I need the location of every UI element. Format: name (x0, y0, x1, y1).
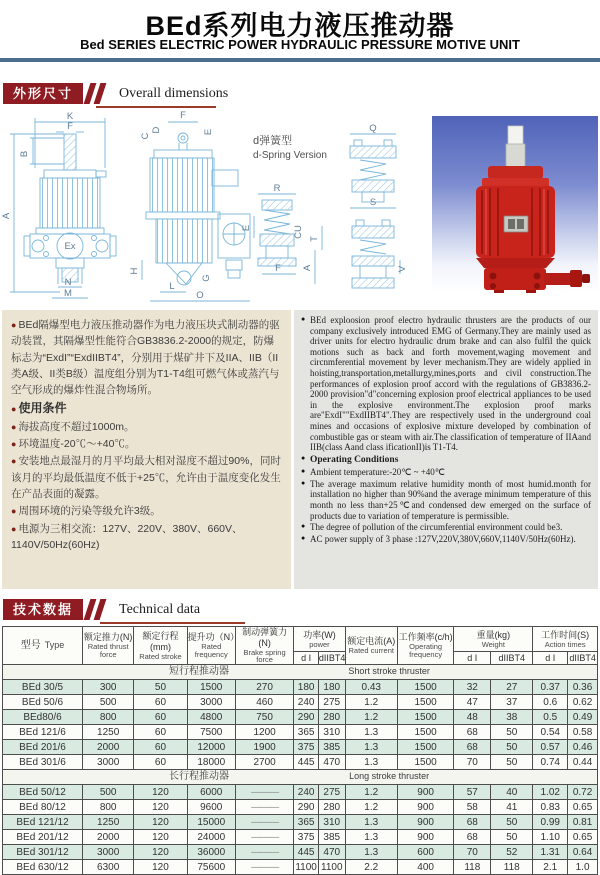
table-cell: 1.3 (345, 815, 397, 830)
bullet-item (11, 399, 282, 418)
table-section-row (3, 770, 598, 785)
table-cell: 900 (397, 800, 453, 815)
table-cell: ——— (235, 800, 293, 815)
table-cell: BEd80/6 (3, 710, 83, 725)
table-cell: 50 (134, 680, 187, 695)
bullet-item (11, 503, 282, 519)
table-cell: 0.72 (568, 785, 598, 800)
table-cell: 445 (294, 845, 319, 860)
column-header: 制动弹簧力(N) Brake spring force (235, 627, 293, 665)
table-cell: 50 (491, 725, 533, 740)
table-cell: 470 (318, 845, 345, 860)
dim-label-M: M (64, 288, 72, 299)
dim-label-F: F (275, 263, 281, 274)
bullet-item (301, 315, 591, 453)
table-cell: 300 (83, 680, 134, 695)
table-cell: BEd 80/12 (3, 800, 83, 815)
technical-data-table (2, 626, 598, 875)
table-row (3, 740, 598, 755)
bullet-icon: ● (11, 404, 17, 415)
table-cell: 1.2 (345, 695, 397, 710)
column-header: 提升功（N） Rated frequency (187, 627, 235, 665)
table-cell: 1.3 (345, 755, 397, 770)
table-cell: 1500 (397, 755, 453, 770)
table-cell: 0.44 (568, 755, 598, 770)
bullet-icon: ● (301, 478, 306, 487)
table-cell: 600 (397, 845, 453, 860)
table-cell: 0.57 (533, 740, 568, 755)
section-row-label-en: Short stroke thruster (348, 666, 430, 677)
table-cell: 3000 (83, 755, 134, 770)
table-row (3, 755, 598, 770)
bullet-text: BEd隔爆型电力液压推动器作为电力液压块式制动器的驱动装置，其隔爆型性能符合GB3836.2-2000的规定，防爆标志为“ExdI”“ExdIIBT4”，分别用于煤矿井下及IIA、IIB（II类A级、II类B级）温度组分别为T1-T4组可燃气体或蒸汽与空气形成的爆炸性混合物场所。 (11, 319, 280, 397)
table-cell: 280 (318, 800, 345, 815)
bullet-item (301, 522, 591, 533)
section-badge-zh: 技术数据 (3, 599, 83, 620)
table-cell: 240 (294, 695, 319, 710)
bullet-item (301, 467, 591, 478)
table-cell: BEd 201/12 (3, 830, 83, 845)
table-cell: 70 (454, 845, 491, 860)
table-cell: 2.1 (533, 860, 568, 875)
table-cell: 27 (491, 680, 533, 695)
dim-label-O: O (196, 290, 204, 301)
bullet-icon: ● (11, 523, 17, 534)
page-subtitle: Bed SERIES ELECTRIC POWER HYDRAULIC PRESSURE MOTIVE UNIT (80, 37, 520, 52)
table-cell: 0.49 (568, 710, 598, 725)
table-cell: 385 (318, 830, 345, 845)
table-row (3, 680, 598, 695)
dim-label-B: B (19, 150, 30, 158)
table-cell: 120 (134, 800, 187, 815)
table-cell: 120 (134, 785, 187, 800)
table-row (3, 800, 598, 815)
dim-label-F: F (67, 121, 73, 132)
header-divider (0, 58, 600, 62)
table-cell: 50 (491, 815, 533, 830)
table-cell: 15000 (187, 815, 235, 830)
dim-label-A: A (302, 264, 313, 272)
table-cell: ——— (235, 830, 293, 845)
section-row-label-zh: 长行程推动器 (169, 771, 230, 783)
table-cell: 0.5 (533, 710, 568, 725)
column-header: 额定行程(mm) Rated stroke (134, 627, 187, 665)
bullet-icon: ● (301, 315, 306, 323)
table-cell: 4800 (187, 710, 235, 725)
table-cell: 75600 (187, 860, 235, 875)
bullet-item (301, 454, 591, 466)
bullet-item (11, 453, 282, 502)
section-technical-data (3, 599, 200, 621)
table-cell: 280 (318, 710, 345, 725)
column-subheader: d I (454, 652, 491, 665)
bullet-text: 周围环境的污染等级允许3级。 (18, 505, 161, 518)
table-cell: 310 (318, 725, 345, 740)
table-cell: 47 (454, 695, 491, 710)
bullet-text: Ambient temperature:-20℃ ~ +40℃ (310, 467, 445, 478)
column-header: 重量(kg) Weight (454, 627, 533, 652)
table-cell: BEd 301/6 (3, 755, 83, 770)
column-header: 额定电流(A) Rated current (345, 627, 397, 665)
table-cell: 800 (83, 800, 134, 815)
table-cell: 57 (454, 785, 491, 800)
bullet-text: The degree of pollution of the circumferential environment could be3. (310, 522, 563, 533)
table-cell: BEd 630/12 (3, 860, 83, 875)
table-cell: 400 (397, 860, 453, 875)
bullet-text: The average maximum relative humidity month of most humid.month for installation no higher than 90%and the average minimum temperature of this month no less than+25℃and condensed dew emerged on the surface of products due to variation of temperature is permissible. (310, 478, 591, 521)
column-subheader: d I (294, 652, 319, 665)
table-cell: 68 (454, 740, 491, 755)
bullet-text: Operating Conditions (310, 454, 399, 465)
table-cell: 12000 (187, 740, 235, 755)
bullet-item (11, 419, 282, 435)
table-cell: 0.99 (533, 815, 568, 830)
table-cell: 48 (454, 710, 491, 725)
dim-label-V: V (397, 265, 408, 273)
dim-label-CU: CU (293, 225, 304, 239)
table-cell: 6000 (187, 785, 235, 800)
table-cell: 1500 (397, 695, 453, 710)
table-cell: 60 (134, 740, 187, 755)
bullet-icon: ● (301, 453, 306, 462)
bullet-item (11, 436, 282, 452)
bullet-icon: ● (301, 533, 306, 542)
description-en (294, 310, 598, 589)
column-header: 工作频率(c/h) Operating frequency (397, 627, 453, 665)
bullet-icon: ● (11, 320, 17, 330)
table-cell: 2.2 (345, 860, 397, 875)
description-zh (2, 310, 291, 589)
table-cell: 1250 (83, 725, 134, 740)
table-cell: 0.65 (568, 830, 598, 845)
bullet-item (301, 479, 591, 521)
table-cell: 1500 (397, 740, 453, 755)
table-cell: 445 (294, 755, 319, 770)
table-cell: 2000 (83, 830, 134, 845)
bullet-icon: ● (301, 467, 306, 476)
bullet-text: BEd exploosion proof electro hydraulic thrusters are the products of our company exclusively introduced EMG of Germany.They are mainly used as driver units for electro hydraulic drum brake and can also fulfil the quick motions such as back and forth movement,waging movement and circnmferential movement by lever mechanism.They are widely applied in hoisting,transportation,metallurgy,mines,ports and civil construction.The performances of explosion proof accord with the regulations of GB3836.2-2000 provision"d"concerning explosion proof electrical appliances to be used in the explosive environment.The explosion proof marks are"ExdI""ExdIIBT4".They are respectively used in the underground coal mines and occasions of explosive mixture developed by combination of combustible gas or steam with air.The classification of temperature of IIAand IIB(class Aand class ificationII)is T1-T4. (310, 315, 591, 453)
table-cell: 0.54 (533, 725, 568, 740)
dim-label-N: N (64, 277, 72, 288)
dim-label-E: E (203, 128, 214, 136)
table-cell: 1.3 (345, 845, 397, 860)
badge-stripe-icon (94, 83, 107, 104)
section-overall-dimensions (3, 83, 228, 105)
table-cell: 500 (83, 785, 134, 800)
table-cell: 120 (134, 845, 187, 860)
table-cell: 40 (491, 785, 533, 800)
table-cell: 900 (397, 815, 453, 830)
dim-label-C: C (140, 132, 151, 140)
product-photo (432, 116, 598, 293)
table-cell: 50 (491, 830, 533, 845)
table-cell: 120 (134, 860, 187, 875)
table-cell: 1900 (235, 740, 293, 755)
table-cell: 0.6 (533, 695, 568, 710)
table-section-row (3, 665, 598, 680)
dim-label-T: T (309, 236, 320, 242)
table-cell: 58 (454, 800, 491, 815)
table-cell: 900 (397, 785, 453, 800)
table-cell: 375 (294, 740, 319, 755)
table-cell: 0.36 (568, 680, 598, 695)
table-cell: 9600 (187, 800, 235, 815)
table-row (3, 725, 598, 740)
table-cell: 0.74 (533, 755, 568, 770)
bullet-text: AC power supply of 3 phase :127V,220V,380V,660V,1140V/50Hz(60Hz). (310, 533, 576, 544)
table-cell: 1100 (318, 860, 345, 875)
table-cell: 120 (134, 815, 187, 830)
table-cell: 2700 (235, 755, 293, 770)
table-cell: 180 (294, 680, 319, 695)
table-cell: 365 (294, 725, 319, 740)
table-cell: 6300 (83, 860, 134, 875)
bullet-icon: ● (11, 456, 17, 467)
table-cell: 900 (397, 830, 453, 845)
table-cell: 275 (318, 785, 345, 800)
spring-version-label-en: d-Spring Version (253, 150, 327, 161)
table-cell: 1100 (295, 861, 317, 873)
table-cell: 1200 (235, 725, 293, 740)
section-row-label-zh: 短行程推动器 (169, 666, 230, 678)
table-cell: BEd 50/12 (3, 785, 83, 800)
section-underline (100, 622, 245, 624)
table-cell: 240 (294, 785, 319, 800)
dim-label-K: K (66, 111, 74, 122)
column-subheader: dIIBT4 (491, 652, 533, 665)
table-cell: 365 (294, 815, 319, 830)
table-cell: 60 (134, 725, 187, 740)
column-header: 额定推力(N) Rated thrust force (83, 627, 134, 665)
table-cell: 41 (491, 800, 533, 815)
bullet-icon: ● (11, 421, 17, 432)
bullet-icon: ● (11, 439, 17, 450)
table-cell: ——— (235, 845, 293, 860)
table-cell: 50 (491, 740, 533, 755)
table-row (3, 860, 598, 875)
table-cell: 270 (235, 680, 293, 695)
table-cell: 52 (491, 845, 533, 860)
table-cell: 1.3 (345, 725, 397, 740)
table-cell: 385 (318, 740, 345, 755)
table-cell: 68 (454, 830, 491, 845)
table-cell: ——— (235, 815, 293, 830)
bullet-text: 安装地点最湿月的月平均最大相对湿度不超过90%，同时该月的平均最低温度不低于+25℃，允许由于温度变化发生在产品表面的凝露。 (11, 455, 281, 500)
table-cell: 1.2 (345, 710, 397, 725)
table-cell: 24000 (187, 830, 235, 845)
table-cell: BEd 201/6 (3, 740, 83, 755)
spring-version-label-zh: d弹簧型 (253, 135, 293, 147)
dim-label-F: F (180, 110, 186, 121)
table-cell: 290 (294, 800, 319, 815)
table-cell: 68 (454, 725, 491, 740)
dim-label-Ex: Ex (64, 241, 76, 252)
table-cell: 36000 (187, 845, 235, 860)
table-cell: 0.64 (568, 845, 598, 860)
table-cell: 18000 (187, 755, 235, 770)
bullet-icon: ● (301, 522, 306, 531)
table-cell: 0.46 (568, 740, 598, 755)
table-cell: 0.37 (533, 680, 568, 695)
dim-label-A: A (1, 212, 12, 220)
dim-label-Q: Q (369, 123, 377, 134)
bullet-text: 电源为三相交流：127V、220V、380V、660V、1140V/50Hz(60Hz) (11, 522, 243, 551)
table-cell: 3000 (187, 695, 235, 710)
table-cell: 37 (491, 695, 533, 710)
table-cell: 118 (491, 860, 533, 875)
bullet-item (11, 317, 282, 398)
table-cell: 1500 (397, 680, 453, 695)
table-cell: 2000 (83, 740, 134, 755)
table-cell: BEd 121/6 (3, 725, 83, 740)
bullet-text: 环境温度-20℃～+40℃。 (18, 438, 136, 451)
table-cell: 1500 (397, 725, 453, 740)
dim-label-R: R (273, 183, 281, 194)
table-cell: 375 (294, 830, 319, 845)
table-cell: 275 (318, 695, 345, 710)
table-cell: 1.02 (533, 785, 568, 800)
column-header: 工作时间(S) Action times (533, 627, 598, 652)
table-cell: 0.58 (568, 725, 598, 740)
table-cell: BEd 301/12 (3, 845, 83, 860)
table-cell: 800 (83, 710, 134, 725)
table-cell: 180 (318, 680, 345, 695)
table-cell: 500 (83, 695, 134, 710)
table-cell: 1.2 (345, 800, 397, 815)
table-cell: 1500 (187, 680, 235, 695)
table-cell: 0.62 (568, 695, 598, 710)
table-row (3, 710, 598, 725)
dim-label-G: G (201, 274, 212, 282)
table-cell: 60 (134, 755, 187, 770)
table-cell: 38 (491, 710, 533, 725)
table-cell: BEd 121/12 (3, 815, 83, 830)
column-subheader: dIIBT4 (569, 653, 596, 664)
table-cell: 1.0 (568, 860, 598, 875)
bullet-icon: ● (11, 506, 17, 517)
column-header: 功率(W) power (294, 627, 345, 652)
table-cell: 290 (294, 710, 319, 725)
table-cell: 60 (134, 695, 187, 710)
technical-data-table-wrap (2, 626, 598, 875)
table-cell: 0.65 (568, 800, 598, 815)
table-cell: 1.31 (533, 845, 568, 860)
table-cell: 750 (235, 710, 293, 725)
table-cell: 3000 (83, 845, 134, 860)
bullet-item (11, 521, 282, 554)
table-cell: 1.3 (345, 740, 397, 755)
section-label-en: Technical data (119, 602, 201, 617)
dim-label-H: H (129, 267, 140, 275)
dim-label-L: L (169, 281, 175, 292)
table-cell: ——— (235, 785, 293, 800)
table-cell: 60 (134, 710, 187, 725)
table-row (3, 830, 598, 845)
column-subheader: dIIBT4 (318, 653, 346, 664)
thruster-photo-art (432, 116, 598, 293)
bullet-text: 海拔高度不超过1000m。 (18, 420, 135, 433)
dim-label-E: E (241, 224, 252, 232)
dimension-drawing-svg (0, 108, 430, 306)
table-cell: 1250 (83, 815, 134, 830)
table-cell: 50 (491, 755, 533, 770)
column-header: 型号 Type (3, 627, 83, 665)
table-cell: BEd 50/6 (3, 695, 83, 710)
column-subheader: d I (533, 652, 568, 665)
table-cell: 70 (454, 755, 491, 770)
table-cell: 460 (235, 695, 293, 710)
section-row-label-en: Long stroke thruster (349, 771, 430, 782)
table-cell: BEd 30/5 (3, 680, 83, 695)
page-title: BEd系列电力液压推动器 (145, 11, 455, 41)
table-cell: 32 (454, 680, 491, 695)
table-cell: 0.43 (345, 680, 397, 695)
table-row (3, 845, 598, 860)
table-cell: 1500 (397, 710, 453, 725)
table-cell: 68 (454, 815, 491, 830)
table-cell: 118 (454, 860, 491, 875)
table-cell: 0.81 (568, 815, 598, 830)
bullet-text: 使用条件 (18, 401, 67, 416)
table-cell: 1.3 (345, 830, 397, 845)
table-cell: 1.2 (345, 785, 397, 800)
badge-stripe-icon (94, 599, 107, 620)
dim-label-D: D (151, 126, 162, 134)
section-label-en: Overall dimensions (119, 86, 229, 101)
table-cell: 310 (318, 815, 345, 830)
table-cell: 470 (318, 755, 345, 770)
bullet-item (301, 534, 591, 545)
table-row (3, 695, 598, 710)
table-cell: 7500 (187, 725, 235, 740)
table-cell: ——— (235, 860, 293, 875)
table-row (3, 815, 598, 830)
table-cell: 1.10 (533, 830, 568, 845)
table-cell: 120 (134, 830, 187, 845)
table-row (3, 785, 598, 800)
section-badge-zh: 外形尺寸 (3, 83, 83, 104)
table-cell: 0.83 (533, 800, 568, 815)
dim-label-S: S (369, 197, 377, 208)
